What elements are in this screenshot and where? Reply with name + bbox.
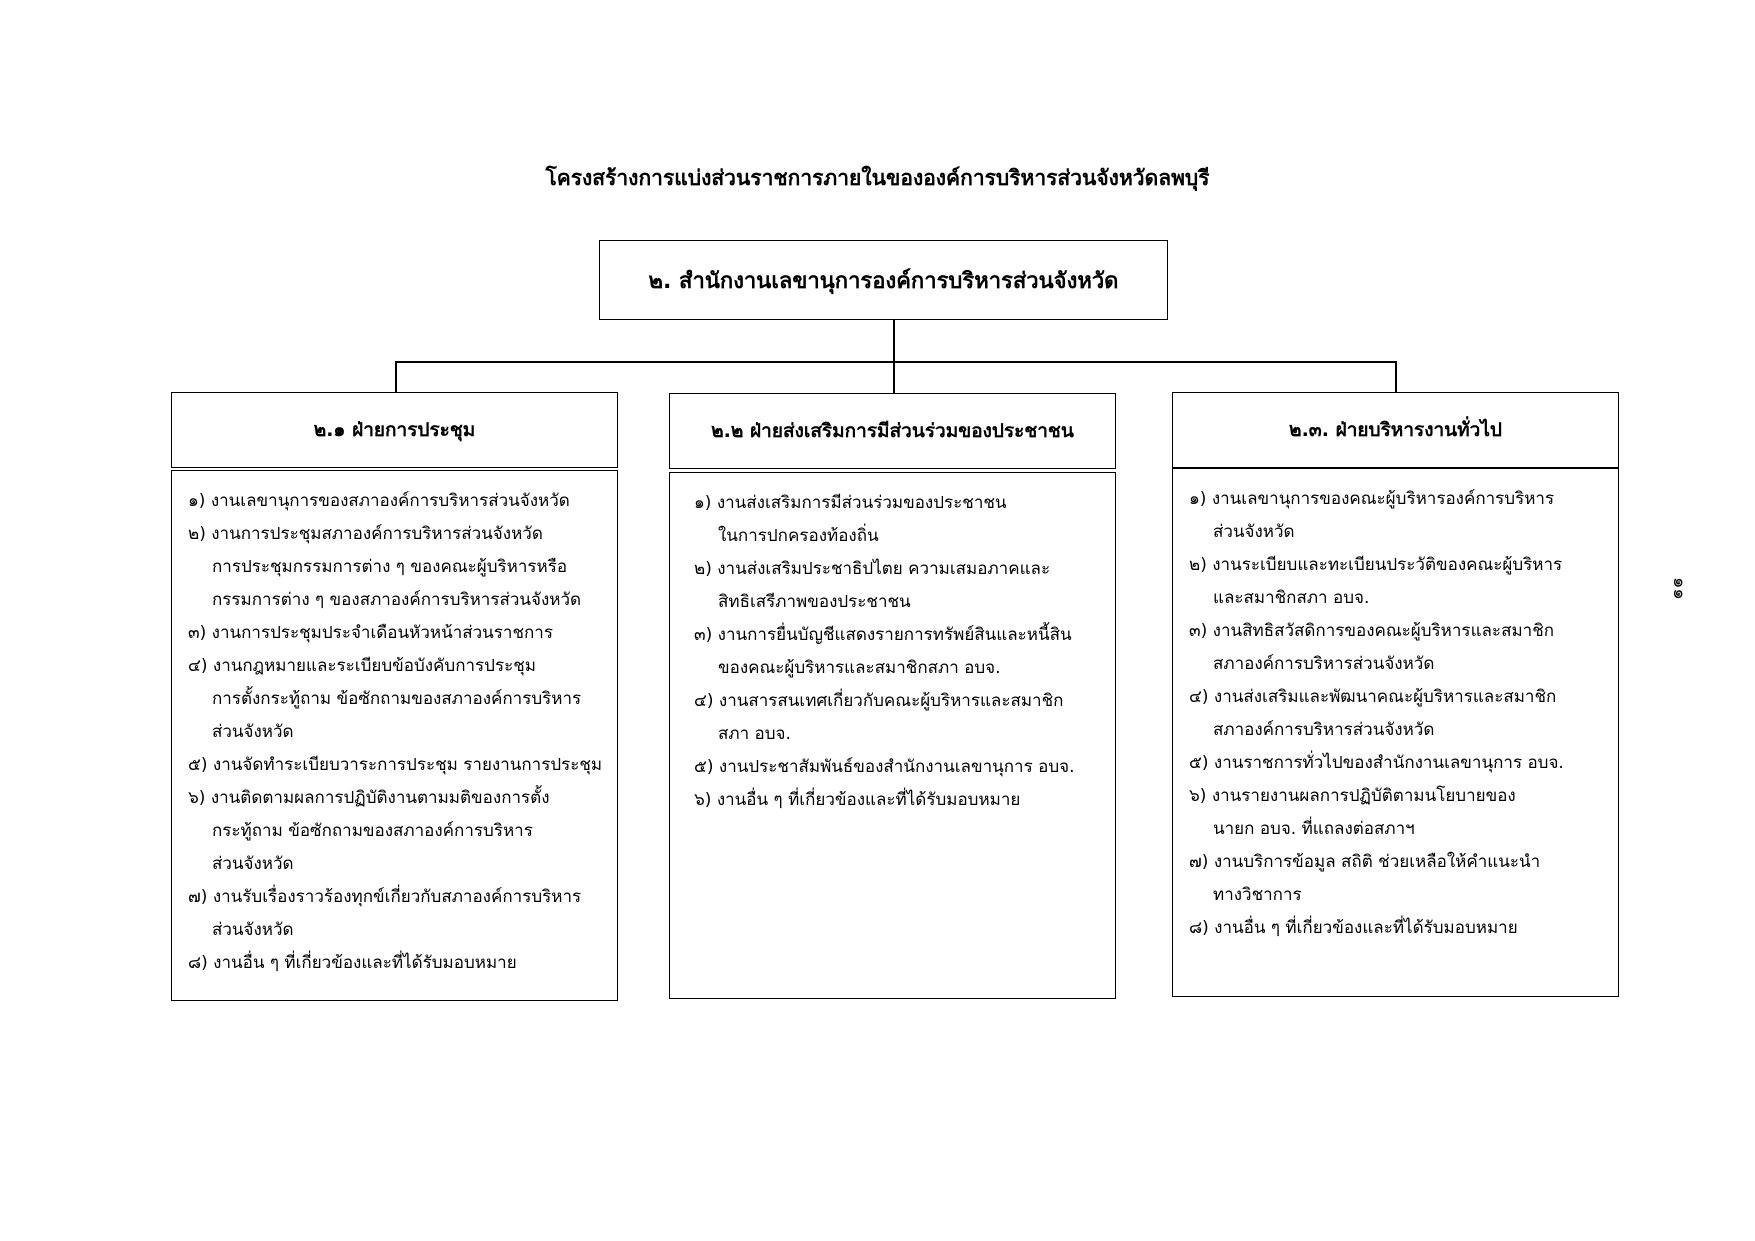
connector-left-drop bbox=[395, 361, 397, 392]
duty-item: ๕) งานประชาสัมพันธ์ของสำนักงานเลขานุการ อบจ. bbox=[694, 757, 1075, 777]
division-3-header bbox=[1172, 392, 1619, 468]
division-1-duties bbox=[171, 470, 618, 1001]
duty-item: ๑) งานเลขานุการของคณะผู้บริหารองค์การบริหาร ส่วนจังหวัด bbox=[1189, 489, 1555, 542]
connector-right-drop bbox=[1395, 361, 1397, 392]
duty-item: ๖) งานรายงานผลการปฏิบัติตามนโยบายของ นายก อบจ. ที่แถลงต่อสภาฯ bbox=[1189, 786, 1516, 839]
duty-item: ๒) งานระเบียบและทะเบียนประวัติของคณะผู้บริหาร และสมาชิกสภา อบจ. bbox=[1189, 555, 1563, 608]
connector-top-vertical bbox=[893, 320, 895, 362]
duty-item: ๘) งานอื่น ๆ ที่เกี่ยวข้องและที่ได้รับมอบหมาย bbox=[1189, 918, 1518, 938]
duty-item: ๑) งานส่งเสริมการมีส่วนร่วมของประชาชน ในการปกครองท้องถิ่น bbox=[694, 493, 1007, 546]
duty-item: ๔) งานสารสนเทศเกี่ยวกับคณะผู้บริหารและสมาชิก สภา อบจ. bbox=[694, 691, 1064, 744]
division-1-header bbox=[171, 392, 618, 468]
division-2-list bbox=[694, 487, 1105, 817]
duty-item: ๓) งานการประชุมประจำเดือนหัวหน้าส่วนราชการ bbox=[188, 623, 553, 643]
duty-item: ๒) งานการประชุมสภาองค์การบริหารส่วนจังหวัด การประชุมกรรมการต่าง ๆ ของคณะผู้บริหารหรือ กรรมการต่าง ๆ ของสภาองค์การบริหารส่วนจังหวัด bbox=[188, 524, 582, 610]
connector-horizontal bbox=[395, 361, 1396, 363]
division-3-duties bbox=[1172, 468, 1619, 997]
division-1-list bbox=[188, 485, 607, 980]
division-2-title: ๒.๒ ฝ่ายส่งเสริมการมีส่วนร่วมของประชาชน bbox=[711, 420, 1074, 442]
page-title: โครงสร้างการแบ่งส่วนราชการภายในขององค์การบริหารส่วนจังหวัดลพบุรี bbox=[545, 166, 1210, 190]
duty-item: ๕) งานจัดทำระเบียบวาระการประชุม รายงานการประชุม bbox=[188, 755, 603, 775]
top-unit-label: ๒. สำนักงานเลขานุการองค์การบริหารส่วนจังหวัด bbox=[648, 268, 1119, 294]
top-unit-box bbox=[599, 240, 1168, 320]
division-2-header bbox=[669, 393, 1116, 469]
division-1-title: ๒.๑ ฝ่ายการประชุม bbox=[313, 419, 476, 441]
division-3-title: ๒.๓. ฝ่ายบริหารงานทั่วไป bbox=[1289, 419, 1502, 441]
duty-item: ๖) งานติดตามผลการปฏิบัติงานตามมติของการตั้ง กระทู้ถาม ข้อซักถามของสภาองค์การบริหาร ส่วนจังหวัด bbox=[188, 788, 550, 874]
duty-item: ๑) งานเลขานุการของสภาองค์การบริหารส่วนจังหวัด bbox=[188, 491, 570, 511]
duty-item: ๕) งานราชการทั่วไปของสำนักงานเลขานุการ อบจ. bbox=[1189, 753, 1564, 773]
duty-item: ๔) งานส่งเสริมและพัฒนาคณะผู้บริหารและสมาชิก สภาองค์การบริหารส่วนจังหวัด bbox=[1189, 687, 1557, 740]
duty-item: ๓) งานสิทธิสวัสดิการของคณะผู้บริหารและสมาชิก สภาองค์การบริหารส่วนจังหวัด bbox=[1189, 621, 1555, 674]
duty-item: ๘) งานอื่น ๆ ที่เกี่ยวข้องและที่ได้รับมอบหมาย bbox=[188, 953, 517, 973]
duty-item: ๗) งานบริการข้อมูล สถิติ ช่วยเหลือให้คำแนะนำ ทางวิชาการ bbox=[1189, 852, 1541, 905]
duty-item: ๓) งานการยื่นบัญชีแสดงรายการทรัพย์สินและหนี้สิน ของคณะผู้บริหารและสมาชิกสภา อบจ. bbox=[694, 625, 1072, 678]
duty-item: ๖) งานอื่น ๆ ที่เกี่ยวข้องและที่ได้รับมอบหมาย bbox=[694, 790, 1021, 810]
page-number: ๑๑ bbox=[1669, 577, 1690, 600]
division-2-duties bbox=[669, 472, 1116, 999]
duty-item: ๒) งานส่งเสริมประชาธิปไตย ความเสมอภาคและ สิทธิเสรีภาพของประชาชน bbox=[694, 559, 1051, 612]
division-3-list bbox=[1189, 483, 1608, 945]
duty-item: ๗) งานรับเรื่องราวร้องทุกข์เกี่ยวกับสภาองค์การบริหาร ส่วนจังหวัด bbox=[188, 887, 582, 940]
connector-middle-drop bbox=[893, 361, 895, 393]
duty-item: ๔) งานกฎหมายและระเบียบข้อบังคับการประชุม การตั้งกระทู้ถาม ข้อซักถามของสภาองค์การบริหาร ส่วนจังหวัด bbox=[188, 656, 582, 742]
